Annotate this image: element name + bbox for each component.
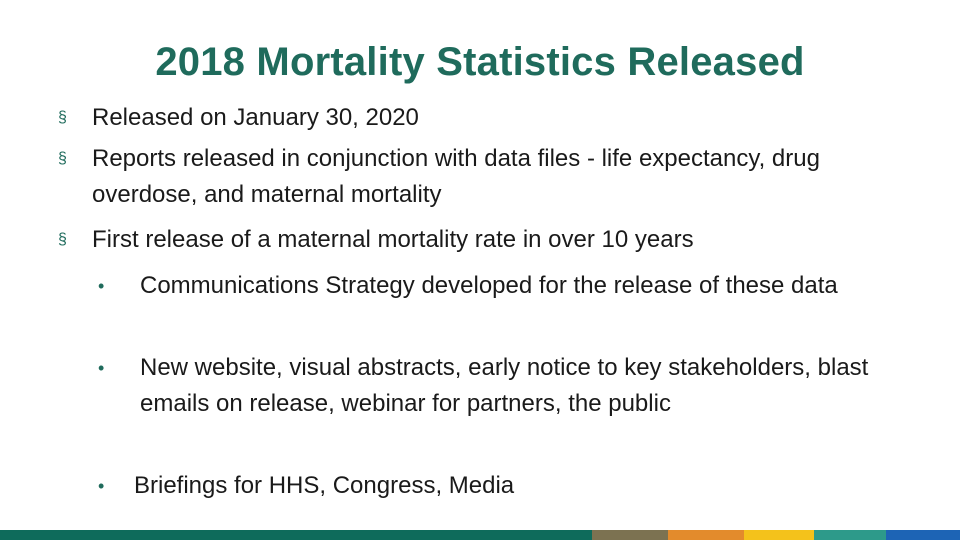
sub-bullet-text: Briefings for HHS, Congress, Media: [134, 472, 515, 499]
footer-segment: [668, 530, 744, 540]
sub-bullet-text: Communications Strategy developed for the release of these data: [140, 272, 838, 299]
bullet-text: Released on January 30, 2020: [92, 104, 419, 131]
sub-bullet-marker: •: [98, 276, 105, 296]
sub-bullet-text: New website, visual abstracts, early notice to key stakeholders, blast emails on release, webinar for partners, the public: [140, 354, 869, 417]
footer-segment: [0, 530, 592, 540]
slide-title: 2018 Mortality Statistics Released: [155, 40, 805, 84]
bullet-item: [58, 222, 938, 258]
sub-bullet-item: [98, 268, 898, 304]
footer-segment: [886, 530, 960, 540]
sub-bullet-marker: •: [98, 358, 105, 378]
bullet-marker: §: [58, 231, 67, 248]
bullet-item: [58, 100, 938, 136]
sub-bullet-marker: •: [98, 476, 105, 496]
footer-color-bar: [0, 530, 960, 540]
bullet-marker: §: [58, 109, 67, 126]
bullet-marker: §: [58, 150, 67, 167]
footer-segment: [744, 530, 814, 540]
sub-bullet-item: [98, 350, 898, 422]
bullet-text: First release of a maternal mortality rate in over 10 years: [92, 226, 694, 253]
footer-segment: [814, 530, 886, 540]
footer-segment: [592, 530, 668, 540]
bullet-item: [58, 141, 938, 213]
bullet-text: Reports released in conjunction with data files - life expectancy, drug overdose, and maternal mortality: [92, 145, 820, 208]
sub-bullet-item: [98, 468, 898, 504]
